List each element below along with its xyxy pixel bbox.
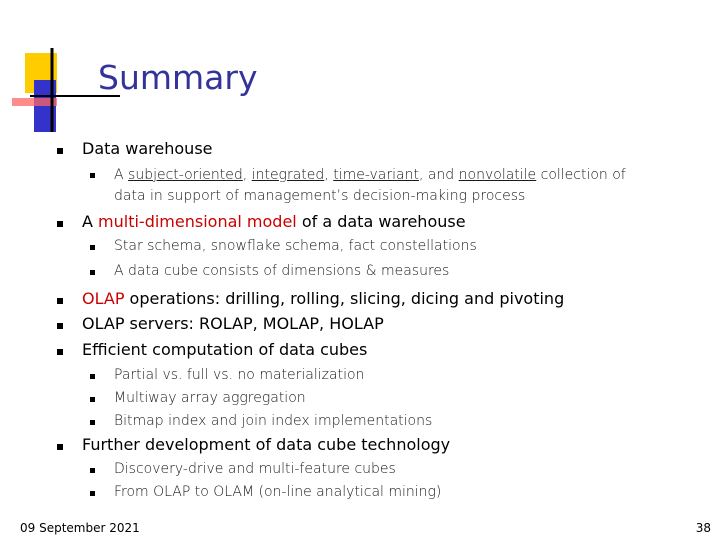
- sub-bullet-icon: [90, 491, 95, 496]
- sub-bullet-icon: [90, 270, 95, 275]
- sub-bullet-multiway: Multiway array aggregation: [114, 390, 306, 406]
- item2-rest: of a data warehouse: [296, 212, 466, 231]
- bullet-icon: [57, 148, 63, 154]
- bullet-olap-servers: OLAP servers: ROLAP, MOLAP, HOLAP: [82, 314, 384, 333]
- footer-date: 09 September 2021: [20, 521, 140, 535]
- sub-bullet-bitmap-index: Bitmap index and join index implementations: [114, 413, 433, 429]
- sub-bullet-icon: [90, 173, 95, 178]
- sub-bullet-schema: Star schema, snowflake schema, fact constellations: [114, 238, 477, 254]
- bullet-icon: [57, 349, 63, 355]
- sub-bullet-icon: [90, 420, 95, 425]
- sub-bullet-icon: [90, 468, 95, 473]
- bullet-icon: [57, 221, 63, 227]
- term-time-variant: time-variant: [333, 167, 419, 183]
- definition-prefix: A: [114, 167, 129, 183]
- sub-bullet-olap-to-olam: From OLAP to OLAM (on-line analytical mining): [114, 484, 442, 500]
- bullet-icon: [57, 298, 63, 304]
- page-number: 38: [695, 521, 711, 535]
- sub-bullet-icon: [90, 397, 95, 402]
- bullet-further-development: Further development of data cube technology: [82, 435, 451, 454]
- bullet-multidimensional-model: [82, 212, 466, 232]
- sub-bullet-icon: [90, 245, 95, 250]
- sub-bullet-discovery-drive: Discovery-drive and multi-feature cubes: [114, 461, 396, 477]
- item2-highlight: multi-dimensional model: [98, 212, 297, 231]
- sub-bullet-definition: [114, 165, 626, 186]
- bullet-icon: [57, 323, 63, 329]
- bullet-data-warehouse: Data warehouse: [82, 139, 213, 158]
- item2-prefix: A: [82, 212, 99, 231]
- definition-sep3: , and: [418, 167, 459, 183]
- definition-sep1: ,: [242, 167, 252, 183]
- item3-rest: operations: drilling, rolling, slicing, dicing and pivoting: [124, 289, 565, 308]
- item3-highlight: OLAP: [82, 289, 125, 308]
- logo-red-bar: [12, 98, 57, 106]
- term-subject-oriented: subject-oriented: [128, 167, 243, 183]
- sub-bullet-icon: [90, 374, 95, 379]
- sub-bullet-definition-line2: data in support of management’s decision-making process: [114, 188, 526, 204]
- term-nonvolatile: nonvolatile: [458, 167, 537, 183]
- definition-sep2: ,: [324, 167, 334, 183]
- sub-bullet-data-cube: A data cube consists of dimensions & measures: [114, 263, 450, 279]
- sub-bullet-materialization: Partial vs. full vs. no materialization: [114, 367, 365, 383]
- bullet-olap-operations: [82, 289, 564, 309]
- bullet-icon: [57, 444, 63, 450]
- definition-line1-tail: collection of: [536, 167, 626, 183]
- slide-title: Summary: [98, 58, 258, 97]
- bullet-efficient-computation: Efficient computation of data cubes: [82, 340, 368, 359]
- term-integrated: integrated: [251, 167, 325, 183]
